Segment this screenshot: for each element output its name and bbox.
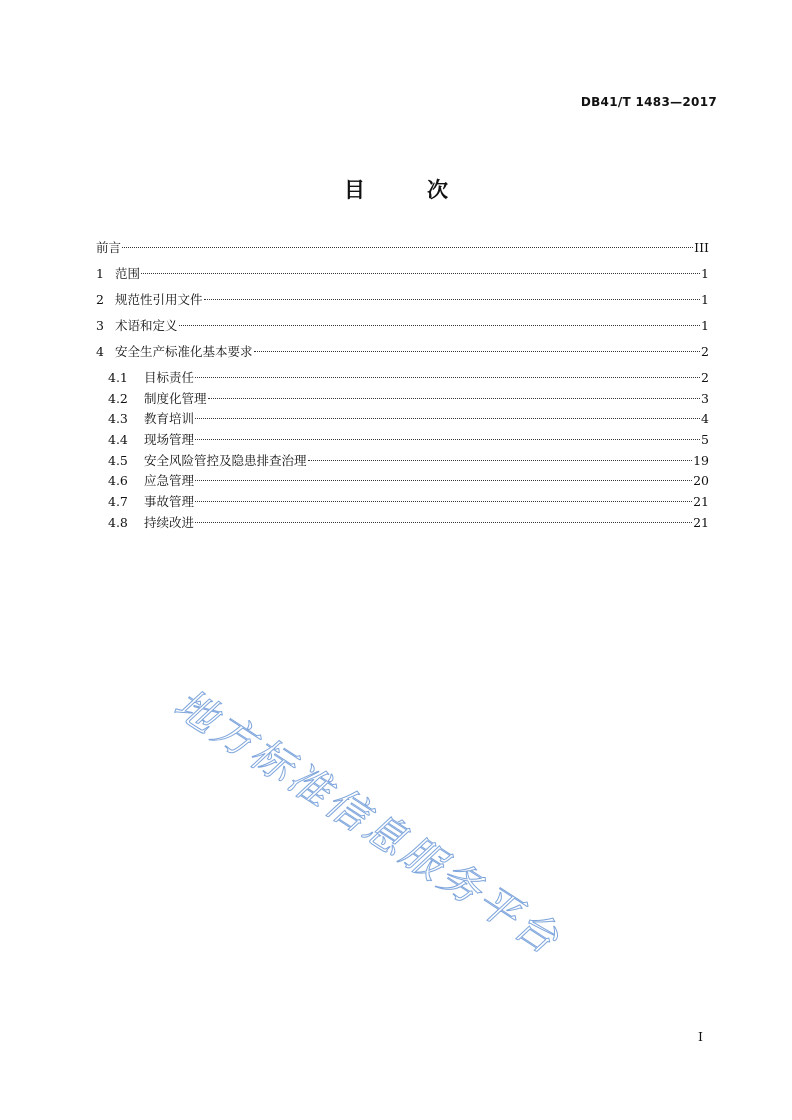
toc-dot-leader (195, 480, 692, 481)
toc-entry-page: 2 (701, 370, 709, 385)
toc-dot-leader (141, 273, 700, 274)
toc-entry[interactable] (96, 409, 709, 430)
toc-entry-label: 安全生产标准化基本要求 (115, 344, 253, 359)
toc-entry[interactable] (96, 290, 709, 316)
toc-entry[interactable] (96, 368, 709, 389)
toc-entry[interactable] (96, 264, 709, 290)
toc-entry[interactable] (96, 430, 709, 451)
toc-dot-leader (204, 299, 701, 300)
toc-dot-leader (195, 501, 692, 502)
toc-entry[interactable] (96, 389, 709, 410)
toc-title-char-1: 目 (344, 178, 365, 202)
toc-entry-number: 3 (96, 318, 104, 333)
toc-dot-leader (195, 439, 700, 440)
toc-entry-number: 4.8 (108, 514, 128, 530)
page-number: I (698, 1029, 703, 1044)
toc-dot-leader (195, 377, 700, 378)
toc-entry-page: 1 (701, 292, 709, 307)
toc-entry[interactable] (96, 492, 709, 513)
toc-entry-label: 目标责任 (144, 370, 195, 385)
toc-entry-label: 规范性引用文件 (115, 292, 203, 307)
toc-entry-label: 应急管理 (144, 473, 195, 489)
toc-entry-page: 4 (701, 411, 709, 427)
toc-entry-page: III (694, 240, 709, 255)
toc-entry-label: 现场管理 (144, 432, 195, 448)
toc-dot-leader (254, 351, 701, 352)
toc-entry-page: 21 (693, 494, 709, 510)
toc-entry-label: 前言 (96, 240, 122, 255)
toc-entry-number: 4.3 (108, 411, 128, 427)
toc-entry-page: 1 (701, 266, 709, 281)
toc-entry-number: 4.4 (108, 432, 128, 448)
toc-entry-label: 术语和定义 (115, 318, 178, 333)
table-of-contents (96, 238, 709, 534)
toc-dot-leader (208, 398, 701, 399)
toc-entry-number: 1 (96, 266, 104, 281)
toc-entry-number: 2 (96, 292, 104, 307)
toc-entry-number: 4.1 (108, 370, 128, 385)
toc-entry-number: 4.7 (108, 494, 128, 510)
toc-entry-page: 19 (693, 452, 709, 468)
toc-dot-leader (195, 418, 700, 419)
toc-entry-page: 20 (693, 473, 709, 489)
toc-title-char-2: 次 (427, 178, 448, 202)
toc-title (0, 174, 792, 204)
toc-entry-number: 4 (96, 344, 104, 359)
toc-entry-number: 4.2 (108, 390, 128, 406)
toc-entry-number: 4.6 (108, 473, 128, 489)
toc-entry[interactable] (96, 342, 709, 368)
toc-entry[interactable] (96, 316, 709, 342)
toc-entry[interactable] (96, 451, 709, 472)
toc-entry-number: 4.5 (108, 452, 128, 468)
toc-dot-leader (122, 247, 693, 248)
watermark: 地方标准信息服务平台 (165, 679, 570, 965)
toc-entry-label: 事故管理 (144, 494, 195, 510)
toc-entry-page: 1 (701, 318, 709, 333)
toc-entry-label: 范围 (115, 266, 141, 281)
toc-entry-label: 教育培训 (144, 411, 195, 427)
toc-entry-label: 制度化管理 (144, 390, 207, 406)
toc-entry-page: 3 (701, 390, 709, 406)
toc-entry[interactable] (96, 513, 709, 534)
document-code: DB41/T 1483—2017 (580, 95, 717, 109)
toc-dot-leader (308, 460, 693, 461)
toc-entry[interactable] (96, 471, 709, 492)
toc-dot-leader (179, 325, 701, 326)
toc-entry-page: 5 (701, 432, 709, 448)
toc-entry-label: 持续改进 (144, 514, 195, 530)
toc-entry[interactable] (96, 238, 709, 264)
toc-dot-leader (195, 522, 692, 523)
toc-entry-page: 2 (701, 344, 709, 359)
toc-entry-label: 安全风险管控及隐患排查治理 (144, 452, 307, 468)
toc-entry-page: 21 (693, 514, 709, 530)
